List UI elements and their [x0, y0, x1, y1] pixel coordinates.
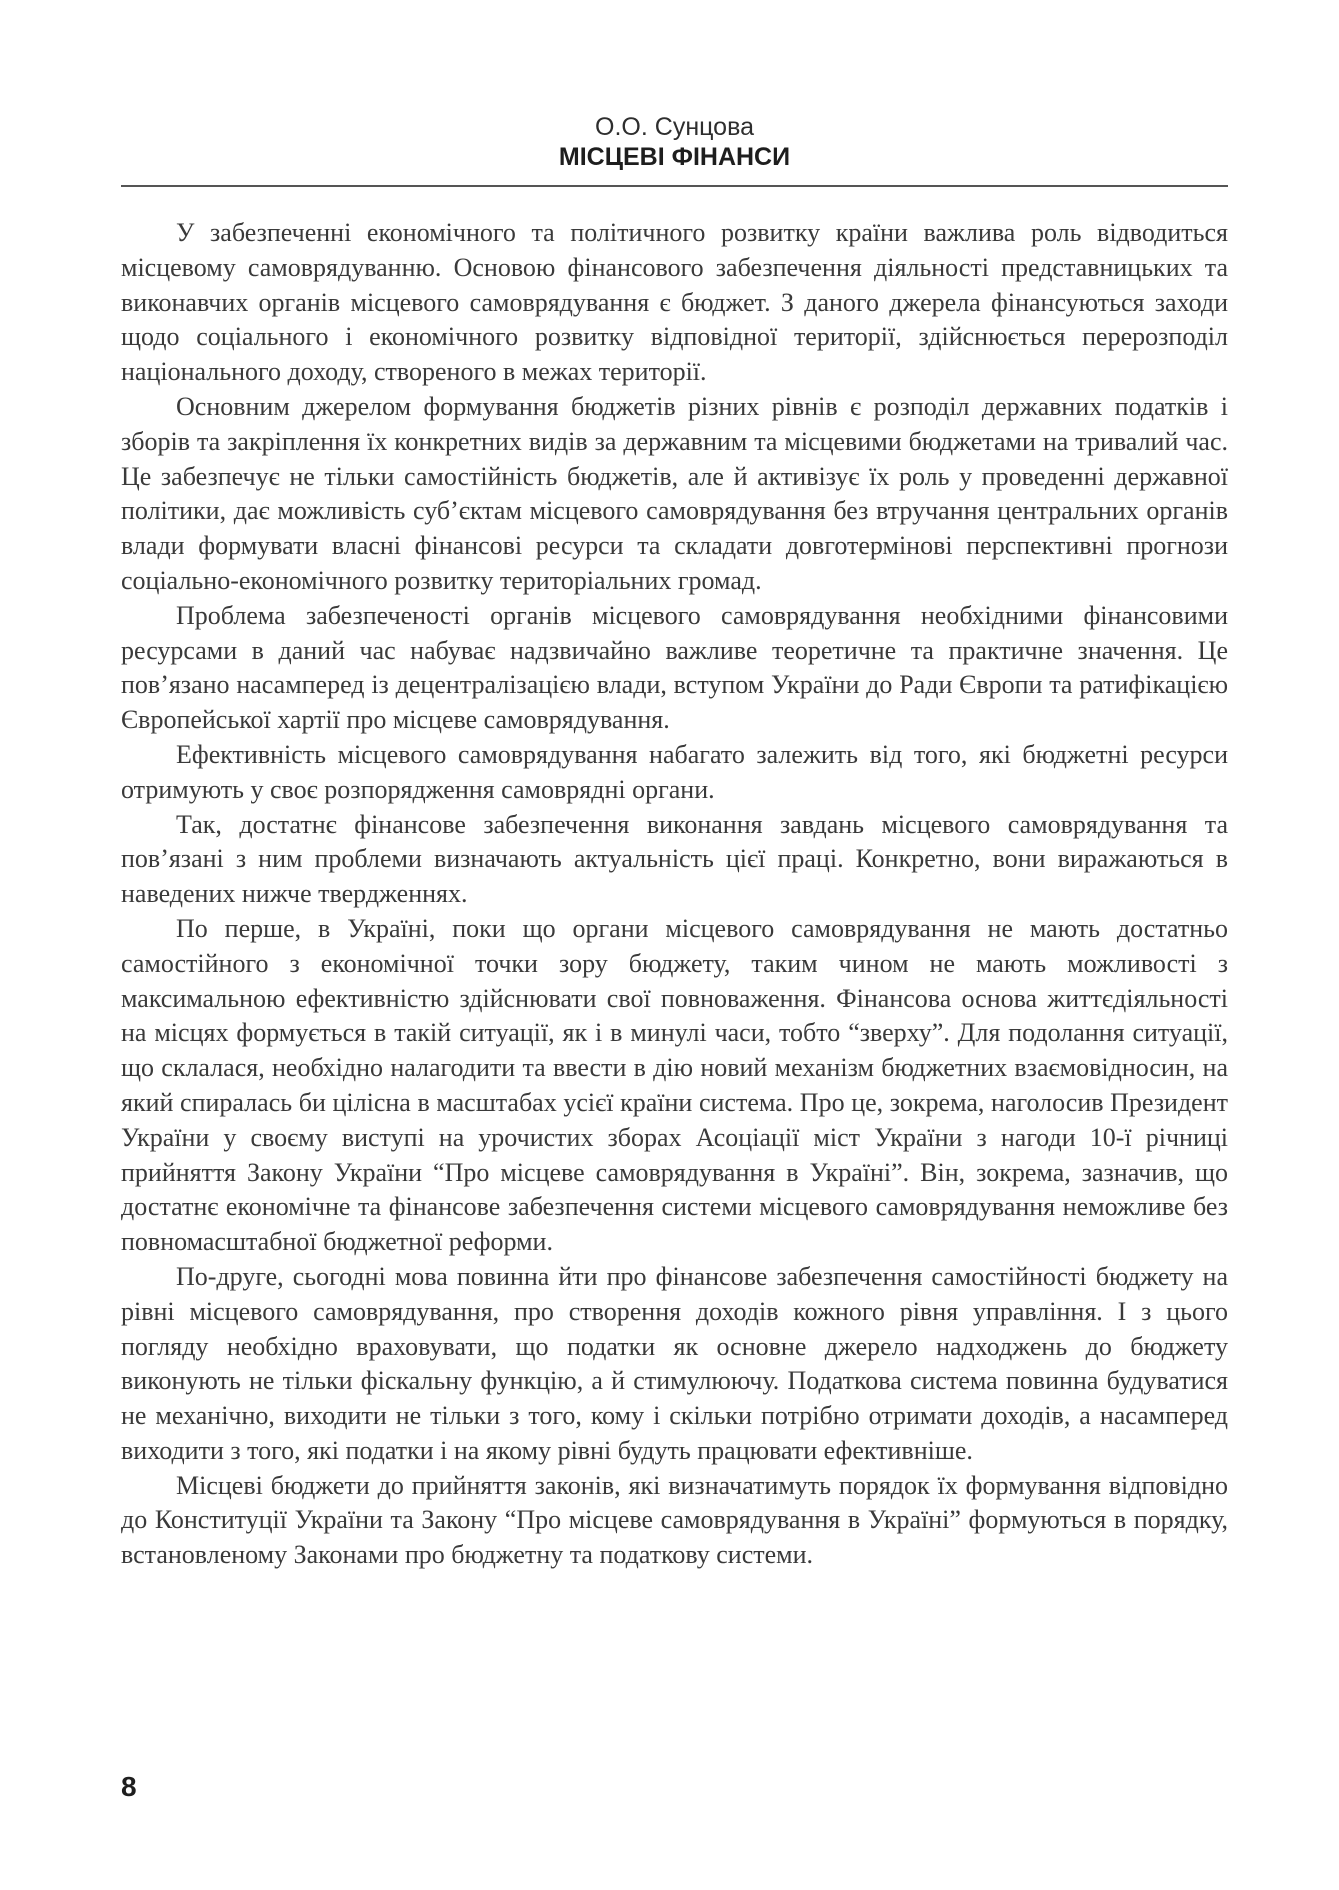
paragraph: По-друге, сьогодні мова повинна йти про фінансове забезпечення самостійності бюджету на рівні місцевого самоврядування, про створення доходів кожного рівня управління. І з цього погляду необхідно враховувати, що податки як основне джерело надходжень до бюджету виконують не тільки фіскальну функцію, а й стимулюючу. Податкова система повинна будуватися не механічно, виходити не тільки з того, кому і скільки потрібно отримати доходів, а насамперед виходити з того, які податки і на якому рівні будуть працювати ефективніше.	[121, 1261, 1228, 1465]
body-text	[121, 216, 1228, 1573]
author-name: О.О. Сунцова	[595, 113, 754, 141]
document-title: МІСЦЕВІ ФІНАНСИ	[558, 143, 791, 171]
paragraph: Місцеві бюджети до прийняття законів, які визначатимуть порядок їх формування відповідно до Конституції України та Закону “Про місцеве самоврядування в Україні” формуються в порядку, встановленому Законами про бюджетну та податкову системи.	[121, 1470, 1228, 1570]
page-number: 8	[121, 1771, 137, 1802]
paragraph: По перше, в Україні, поки що органи місцевого самоврядування не мають достатньо самостійного з економічної точки зору бюджету, таким чином не мають можливості з максимальною ефективністю здійснювати свої повноваження. Фінансова основа життєдіяльності на місцях формується в такій ситуації, як і в минулі часи, тобто “зверху”. Для подолання ситуації, що склалася, необхідно налагодити та ввести в дію новий механізм бюджетних взаємовідносин, на який спиралась би цілісна в масштабах усієї країни система. Про це, зокрема, наголосив Президент України у своєму виступі на урочистих зборах Асоціації міст України з нагоди 10-ї річниці прийняття Закону України “Про місцеве самоврядування в Україні”. Він, зокрема, зазначив, що достатнє економічне та фінансове забезпечення системи місцевого самоврядування неможливе без повномасштабної бюджетної реформи.	[121, 913, 1228, 1257]
paragraph: Основним джерелом формування бюджетів різних рівнів є розподіл державних податків і зборів та закріплення їх конкретних видів за державним та місцевими бюджетами на тривалий час. Це забезпечує не тільки самостійність бюджетів, але й активізує їх роль у проведенні державної політики, дає можливість суб’єктам місцевого самоврядування без втручання центральних органів влади формувати власні фінансові ресурси та складати довготермінові перспективні прогнози соціально-економічного розвитку територіальних громад.	[121, 391, 1228, 595]
paragraph: Ефективність місцевого самоврядування набагато залежить від того, які бюджетні ресурси отримують у своє розпорядження самоврядні органи.	[121, 739, 1228, 804]
paragraph: Проблема забезпеченості органів місцевого самоврядування необхідними фінансовими ресурсами в даний час набуває надзвичайно важливе теоретичне та практичне значення. Це пов’язано насамперед із децентралізацією влади, вступом України до Ради Європи та ратифікацією Європейської хартії про місцеве самоврядування.	[121, 600, 1228, 735]
paragraph: Так, достатнє фінансове забезпечення виконання завдань місцевого самоврядування та пов’язані з ним проблеми визначають актуальність цієї праці. Конкретно, вони виражаються в наведених нижче твердженнях.	[121, 809, 1228, 909]
running-header	[121, 112, 1228, 172]
paragraph: У забезпеченні економічного та політичного розвитку країни важлива роль відводиться місцевому самоврядуванню. Основою фінансового забезпечення діяльності представницьких та виконавчих органів місцевого самоврядування є бюджет. З даного джерела фінансуються заходи щодо соціального і економічного розвитку відповідної території, здійснюється перерозподіл національного доходу, створеного в межах території.	[121, 218, 1228, 387]
header-divider	[121, 185, 1228, 187]
